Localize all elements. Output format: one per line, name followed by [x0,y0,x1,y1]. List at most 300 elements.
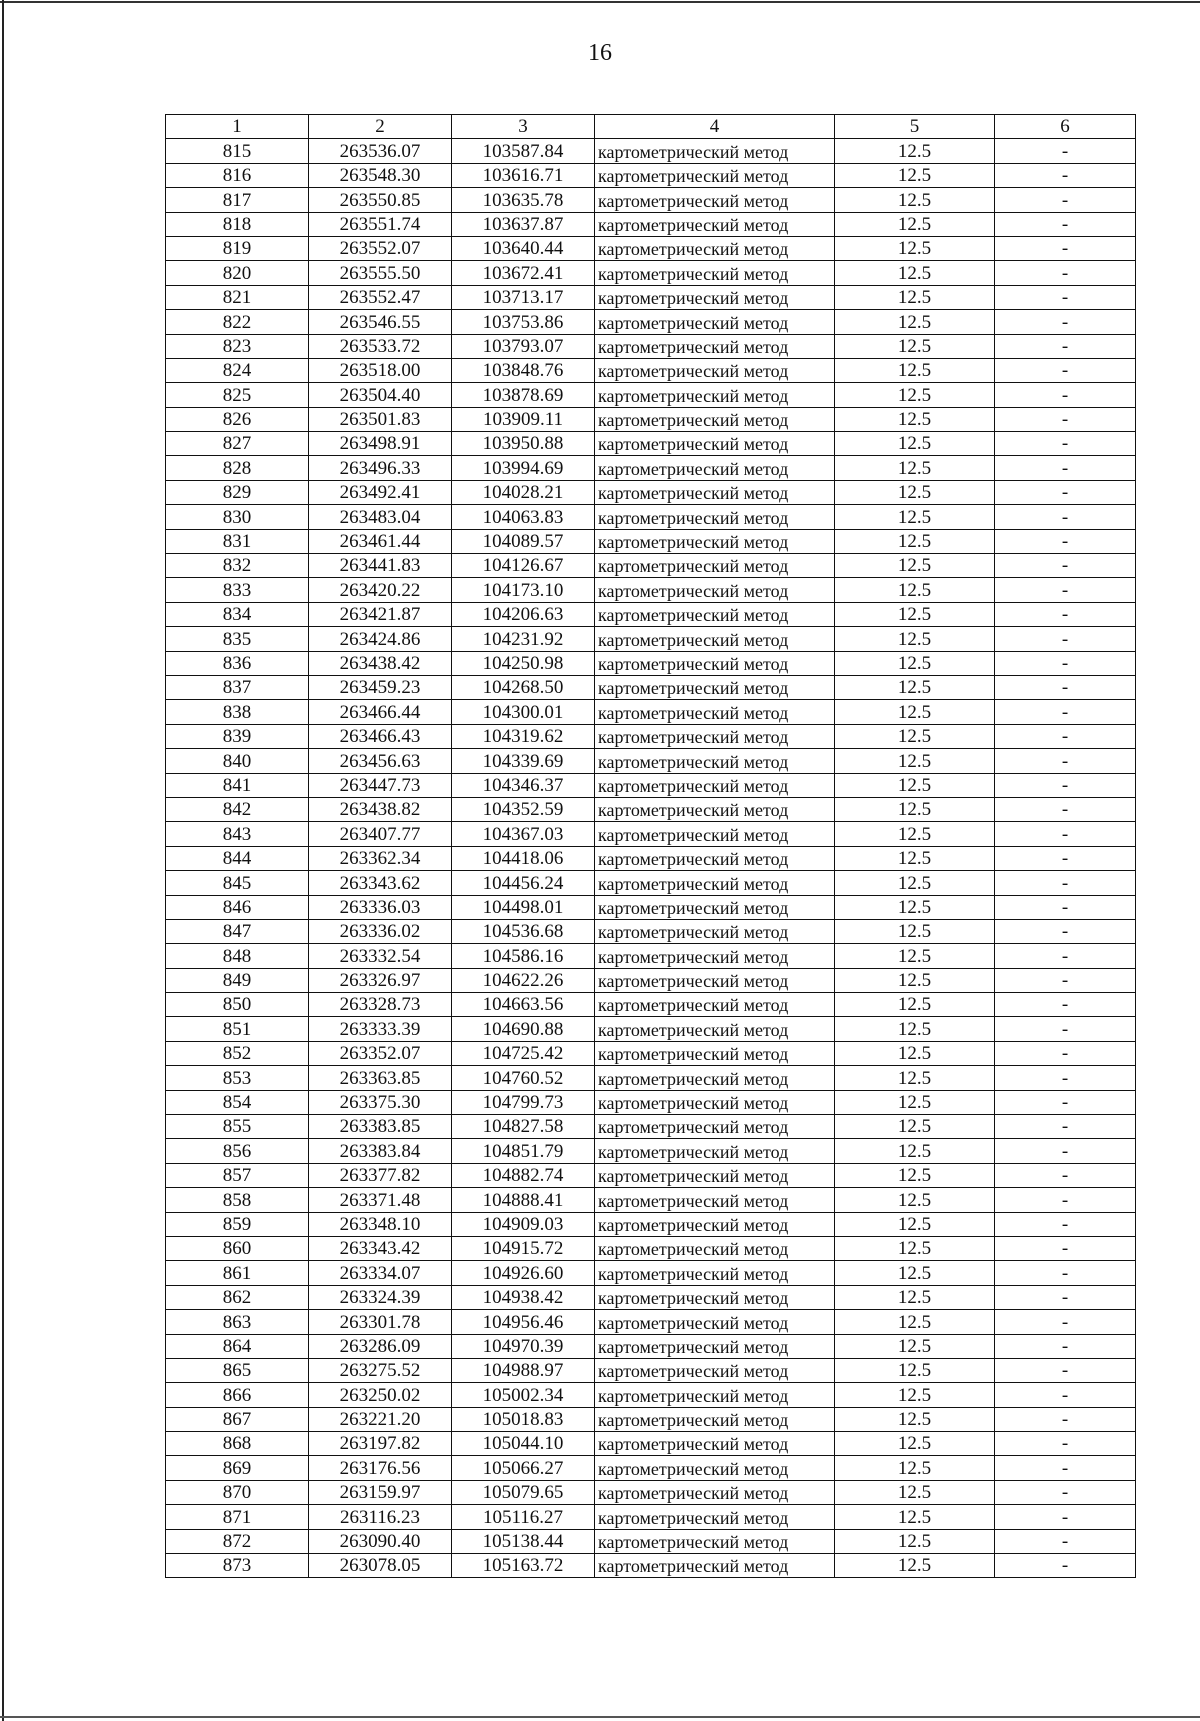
method-cell: картометрический метод [595,261,835,285]
description-cell: - [995,700,1136,724]
table-row [166,1090,1136,1114]
x-coordinate-cell: 263533.72 [309,334,452,358]
accuracy-cell: 12.5 [835,627,995,651]
accuracy-cell: 12.5 [835,529,995,553]
description-cell: - [995,871,1136,895]
description-cell: - [995,944,1136,968]
method-cell: картометрический метод [595,505,835,529]
accuracy-cell: 12.5 [835,1139,995,1163]
point-number-cell: 854 [166,1090,309,1114]
accuracy-cell: 12.5 [835,358,995,382]
description-cell: - [995,1090,1136,1114]
accuracy-cell: 12.5 [835,480,995,504]
y-coordinate-cell: 104367.03 [452,822,595,846]
x-coordinate-cell: 263352.07 [309,1041,452,1065]
method-cell: картометрический метод [595,529,835,553]
method-cell: картометрический метод [595,1212,835,1236]
description-cell: - [995,1261,1136,1285]
description-cell: - [995,383,1136,407]
y-coordinate-cell: 104586.16 [452,944,595,968]
x-coordinate-cell: 263483.04 [309,505,452,529]
y-coordinate-cell: 104089.57 [452,529,595,553]
accuracy-cell: 12.5 [835,895,995,919]
description-cell: - [995,578,1136,602]
accuracy-cell: 12.5 [835,675,995,699]
point-number-cell: 857 [166,1163,309,1187]
method-cell: картометрический метод [595,773,835,797]
accuracy-cell: 12.5 [835,1163,995,1187]
x-coordinate-cell: 263333.39 [309,1017,452,1041]
description-cell: - [995,749,1136,773]
table-row [166,968,1136,992]
point-number-cell: 870 [166,1480,309,1504]
table-row [166,797,1136,821]
point-number-cell: 850 [166,993,309,1017]
description-cell: - [995,1310,1136,1334]
method-cell: картометрический метод [595,1139,835,1163]
x-coordinate-cell: 263383.85 [309,1115,452,1139]
point-number-cell: 821 [166,285,309,309]
accuracy-cell: 12.5 [835,1188,995,1212]
point-number-cell: 838 [166,700,309,724]
point-number-cell: 816 [166,163,309,187]
point-number-cell: 840 [166,749,309,773]
y-coordinate-cell: 105066.27 [452,1456,595,1480]
method-cell: картометрический метод [595,578,835,602]
table-row [166,1139,1136,1163]
table-row [166,310,1136,334]
point-number-cell: 832 [166,554,309,578]
x-coordinate-cell: 263377.82 [309,1163,452,1187]
description-cell: - [995,822,1136,846]
accuracy-cell: 12.5 [835,163,995,187]
x-coordinate-cell: 263250.02 [309,1383,452,1407]
y-coordinate-cell: 104346.37 [452,773,595,797]
x-coordinate-cell: 263301.78 [309,1310,452,1334]
point-number-cell: 853 [166,1066,309,1090]
point-number-cell: 849 [166,968,309,992]
method-cell: картометрический метод [595,1310,835,1334]
method-cell: картометрический метод [595,1480,835,1504]
x-coordinate-cell: 263501.83 [309,407,452,431]
x-coordinate-cell: 263496.33 [309,456,452,480]
method-cell: картометрический метод [595,480,835,504]
accuracy-cell: 12.5 [835,651,995,675]
x-coordinate-cell: 263343.62 [309,871,452,895]
description-cell: - [995,1212,1136,1236]
table-row [166,822,1136,846]
accuracy-cell: 12.5 [835,1310,995,1334]
x-coordinate-cell: 263438.42 [309,651,452,675]
description-cell: - [995,334,1136,358]
description-cell: - [995,1480,1136,1504]
point-number-cell: 825 [166,383,309,407]
accuracy-cell: 12.5 [835,1529,995,1553]
method-cell: картометрический метод [595,139,835,163]
y-coordinate-cell: 104206.63 [452,602,595,626]
method-cell: картометрический метод [595,968,835,992]
table-row [166,285,1136,309]
point-number-cell: 824 [166,358,309,382]
accuracy-cell: 12.5 [835,139,995,163]
point-number-cell: 819 [166,236,309,260]
description-cell: - [995,285,1136,309]
method-cell: картометрический метод [595,944,835,968]
table-row [166,554,1136,578]
point-number-cell: 851 [166,1017,309,1041]
method-cell: картометрический метод [595,675,835,699]
point-number-cell: 820 [166,261,309,285]
x-coordinate-cell: 263552.47 [309,285,452,309]
table-row [166,846,1136,870]
method-cell: картометрический метод [595,1066,835,1090]
description-cell: - [995,1407,1136,1431]
method-cell: картометрический метод [595,456,835,480]
description-cell: - [995,1066,1136,1090]
y-coordinate-cell: 103950.88 [452,432,595,456]
description-cell: - [995,1383,1136,1407]
accuracy-cell: 12.5 [835,1432,995,1456]
point-number-cell: 815 [166,139,309,163]
accuracy-cell: 12.5 [835,749,995,773]
y-coordinate-cell: 104760.52 [452,1066,595,1090]
y-coordinate-cell: 103793.07 [452,334,595,358]
accuracy-cell: 12.5 [835,1285,995,1309]
x-coordinate-cell: 263371.48 [309,1188,452,1212]
description-cell: - [995,1115,1136,1139]
method-cell: картометрический метод [595,383,835,407]
accuracy-cell: 12.5 [835,261,995,285]
y-coordinate-cell: 104956.46 [452,1310,595,1334]
description-cell: - [995,627,1136,651]
method-cell: картометрический метод [595,1163,835,1187]
y-coordinate-cell: 104888.41 [452,1188,595,1212]
accuracy-cell: 12.5 [835,1017,995,1041]
y-coordinate-cell: 105116.27 [452,1505,595,1529]
accuracy-cell: 12.5 [835,1456,995,1480]
y-coordinate-cell: 104882.74 [452,1163,595,1187]
point-number-cell: 872 [166,1529,309,1553]
description-cell: - [995,261,1136,285]
y-coordinate-cell: 105138.44 [452,1529,595,1553]
table-row [166,1310,1136,1334]
method-cell: картометрический метод [595,310,835,334]
accuracy-cell: 12.5 [835,968,995,992]
y-coordinate-cell: 103994.69 [452,456,595,480]
x-coordinate-cell: 263555.50 [309,261,452,285]
description-cell: - [995,1505,1136,1529]
table-row [166,407,1136,431]
y-coordinate-cell: 104456.24 [452,871,595,895]
y-coordinate-cell: 104909.03 [452,1212,595,1236]
x-coordinate-cell: 263286.09 [309,1334,452,1358]
accuracy-cell: 12.5 [835,846,995,870]
x-coordinate-cell: 263459.23 [309,675,452,699]
y-coordinate-cell: 104851.79 [452,1139,595,1163]
point-number-cell: 845 [166,871,309,895]
x-coordinate-cell: 263456.63 [309,749,452,773]
method-cell: картометрический метод [595,188,835,212]
accuracy-cell: 12.5 [835,1261,995,1285]
table-row [166,895,1136,919]
accuracy-cell: 12.5 [835,1554,995,1578]
point-number-cell: 831 [166,529,309,553]
method-cell: картометрический метод [595,1115,835,1139]
method-cell: картометрический метод [595,846,835,870]
table-row [166,1188,1136,1212]
table-row [166,212,1136,236]
point-number-cell: 855 [166,1115,309,1139]
y-coordinate-cell: 104319.62 [452,724,595,748]
accuracy-cell: 12.5 [835,188,995,212]
column-header: 3 [452,115,595,139]
point-number-cell: 829 [166,480,309,504]
accuracy-cell: 12.5 [835,1212,995,1236]
point-number-cell: 859 [166,1212,309,1236]
description-cell: - [995,993,1136,1017]
method-cell: картометрический метод [595,1505,835,1529]
x-coordinate-cell: 263336.02 [309,919,452,943]
x-coordinate-cell: 263090.40 [309,1529,452,1553]
y-coordinate-cell: 104063.83 [452,505,595,529]
x-coordinate-cell: 263348.10 [309,1212,452,1236]
table-row [166,602,1136,626]
table-row [166,627,1136,651]
method-cell: картометрический метод [595,236,835,260]
x-coordinate-cell: 263421.87 [309,602,452,626]
y-coordinate-cell: 104418.06 [452,846,595,870]
x-coordinate-cell: 263466.43 [309,724,452,748]
y-coordinate-cell: 104028.21 [452,480,595,504]
x-coordinate-cell: 263334.07 [309,1261,452,1285]
point-number-cell: 822 [166,310,309,334]
table-row [166,1115,1136,1139]
x-coordinate-cell: 263328.73 [309,993,452,1017]
description-cell: - [995,1529,1136,1553]
description-cell: - [995,432,1136,456]
method-cell: картометрический метод [595,1554,835,1578]
table-row [166,1529,1136,1553]
method-cell: картометрический метод [595,1334,835,1358]
point-number-cell: 817 [166,188,309,212]
point-number-cell: 856 [166,1139,309,1163]
method-cell: картометрический метод [595,1188,835,1212]
table-row [166,505,1136,529]
y-coordinate-cell: 104268.50 [452,675,595,699]
method-cell: картометрический метод [595,432,835,456]
accuracy-cell: 12.5 [835,1407,995,1431]
table-row [166,139,1136,163]
y-coordinate-cell: 104915.72 [452,1236,595,1260]
table-row [166,1358,1136,1382]
x-coordinate-cell: 263275.52 [309,1358,452,1382]
page-number: 16 [588,40,612,66]
x-coordinate-cell: 263197.82 [309,1432,452,1456]
column-header: 4 [595,115,835,139]
y-coordinate-cell: 103753.86 [452,310,595,334]
point-number-cell: 828 [166,456,309,480]
description-cell: - [995,456,1136,480]
description-cell: - [995,1188,1136,1212]
point-number-cell: 842 [166,797,309,821]
column-header: 2 [309,115,452,139]
description-cell: - [995,675,1136,699]
description-cell: - [995,212,1136,236]
accuracy-cell: 12.5 [835,797,995,821]
y-coordinate-cell: 105018.83 [452,1407,595,1431]
y-coordinate-cell: 104231.92 [452,627,595,651]
method-cell: картометрический метод [595,895,835,919]
table-row [166,1017,1136,1041]
point-number-cell: 823 [166,334,309,358]
description-cell: - [995,188,1136,212]
y-coordinate-cell: 103672.41 [452,261,595,285]
description-cell: - [995,1285,1136,1309]
accuracy-cell: 12.5 [835,1115,995,1139]
table-row [166,432,1136,456]
point-number-cell: 869 [166,1456,309,1480]
x-coordinate-cell: 263536.07 [309,139,452,163]
table-row [166,724,1136,748]
method-cell: картометрический метод [595,993,835,1017]
table-row [166,236,1136,260]
x-coordinate-cell: 263363.85 [309,1066,452,1090]
description-cell: - [995,480,1136,504]
x-coordinate-cell: 263552.07 [309,236,452,260]
method-cell: картометрический метод [595,334,835,358]
description-cell: - [995,1236,1136,1260]
column-header: 5 [835,115,995,139]
y-coordinate-cell: 104339.69 [452,749,595,773]
accuracy-cell: 12.5 [835,993,995,1017]
y-coordinate-cell: 104926.60 [452,1261,595,1285]
description-cell: - [995,407,1136,431]
method-cell: картометрический метод [595,822,835,846]
table-row [166,1236,1136,1260]
point-number-cell: 843 [166,822,309,846]
x-coordinate-cell: 263326.97 [309,968,452,992]
x-coordinate-cell: 263551.74 [309,212,452,236]
description-cell: - [995,529,1136,553]
table-row [166,1212,1136,1236]
x-coordinate-cell: 263420.22 [309,578,452,602]
y-coordinate-cell: 103637.87 [452,212,595,236]
description-cell: - [995,773,1136,797]
y-coordinate-cell: 103616.71 [452,163,595,187]
y-coordinate-cell: 104725.42 [452,1041,595,1065]
point-number-cell: 866 [166,1383,309,1407]
table-body [166,139,1136,1578]
scan-border-left [2,0,4,1721]
accuracy-cell: 12.5 [835,285,995,309]
accuracy-cell: 12.5 [835,1383,995,1407]
accuracy-cell: 12.5 [835,1334,995,1358]
method-cell: картометрический метод [595,724,835,748]
x-coordinate-cell: 263078.05 [309,1554,452,1578]
accuracy-cell: 12.5 [835,700,995,724]
description-cell: - [995,139,1136,163]
x-coordinate-cell: 263424.86 [309,627,452,651]
accuracy-cell: 12.5 [835,724,995,748]
point-number-cell: 830 [166,505,309,529]
accuracy-cell: 12.5 [835,432,995,456]
coordinates-table [165,114,1136,1578]
table-row [166,358,1136,382]
x-coordinate-cell: 263518.00 [309,358,452,382]
description-cell: - [995,1163,1136,1187]
y-coordinate-cell: 105002.34 [452,1383,595,1407]
method-cell: картометрический метод [595,627,835,651]
point-number-cell: 826 [166,407,309,431]
accuracy-cell: 12.5 [835,334,995,358]
accuracy-cell: 12.5 [835,310,995,334]
x-coordinate-cell: 263438.82 [309,797,452,821]
point-number-cell: 871 [166,1505,309,1529]
accuracy-cell: 12.5 [835,1480,995,1504]
x-coordinate-cell: 263159.97 [309,1480,452,1504]
point-number-cell: 860 [166,1236,309,1260]
accuracy-cell: 12.5 [835,505,995,529]
point-number-cell: 865 [166,1358,309,1382]
x-coordinate-cell: 263116.23 [309,1505,452,1529]
method-cell: картометрический метод [595,700,835,724]
method-cell: картометрический метод [595,1041,835,1065]
x-coordinate-cell: 263461.44 [309,529,452,553]
description-cell: - [995,724,1136,748]
description-cell: - [995,895,1136,919]
y-coordinate-cell: 103640.44 [452,236,595,260]
x-coordinate-cell: 263221.20 [309,1407,452,1431]
table-row [166,1066,1136,1090]
column-header: 6 [995,115,1136,139]
y-coordinate-cell: 104622.26 [452,968,595,992]
point-number-cell: 848 [166,944,309,968]
table-row [166,1407,1136,1431]
method-cell: картометрический метод [595,602,835,626]
method-cell: картометрический метод [595,1383,835,1407]
x-coordinate-cell: 263492.41 [309,480,452,504]
accuracy-cell: 12.5 [835,1041,995,1065]
table-row [166,700,1136,724]
method-cell: картометрический метод [595,797,835,821]
scan-border-top [0,1,1200,3]
accuracy-cell: 12.5 [835,554,995,578]
point-number-cell: 852 [166,1041,309,1065]
description-cell: - [995,310,1136,334]
point-number-cell: 861 [166,1261,309,1285]
method-cell: картометрический метод [595,1285,835,1309]
point-number-cell: 868 [166,1432,309,1456]
x-coordinate-cell: 263362.34 [309,846,452,870]
method-cell: картометрический метод [595,554,835,578]
y-coordinate-cell: 104970.39 [452,1334,595,1358]
method-cell: картометрический метод [595,407,835,431]
x-coordinate-cell: 263336.03 [309,895,452,919]
description-cell: - [995,1554,1136,1578]
method-cell: картометрический метод [595,919,835,943]
method-cell: картометрический метод [595,1090,835,1114]
y-coordinate-cell: 104938.42 [452,1285,595,1309]
description-cell: - [995,1358,1136,1382]
y-coordinate-cell: 104173.10 [452,578,595,602]
point-number-cell: 827 [166,432,309,456]
point-number-cell: 846 [166,895,309,919]
y-coordinate-cell: 104250.98 [452,651,595,675]
accuracy-cell: 12.5 [835,602,995,626]
point-number-cell: 836 [166,651,309,675]
point-number-cell: 862 [166,1285,309,1309]
y-coordinate-cell: 104126.67 [452,554,595,578]
